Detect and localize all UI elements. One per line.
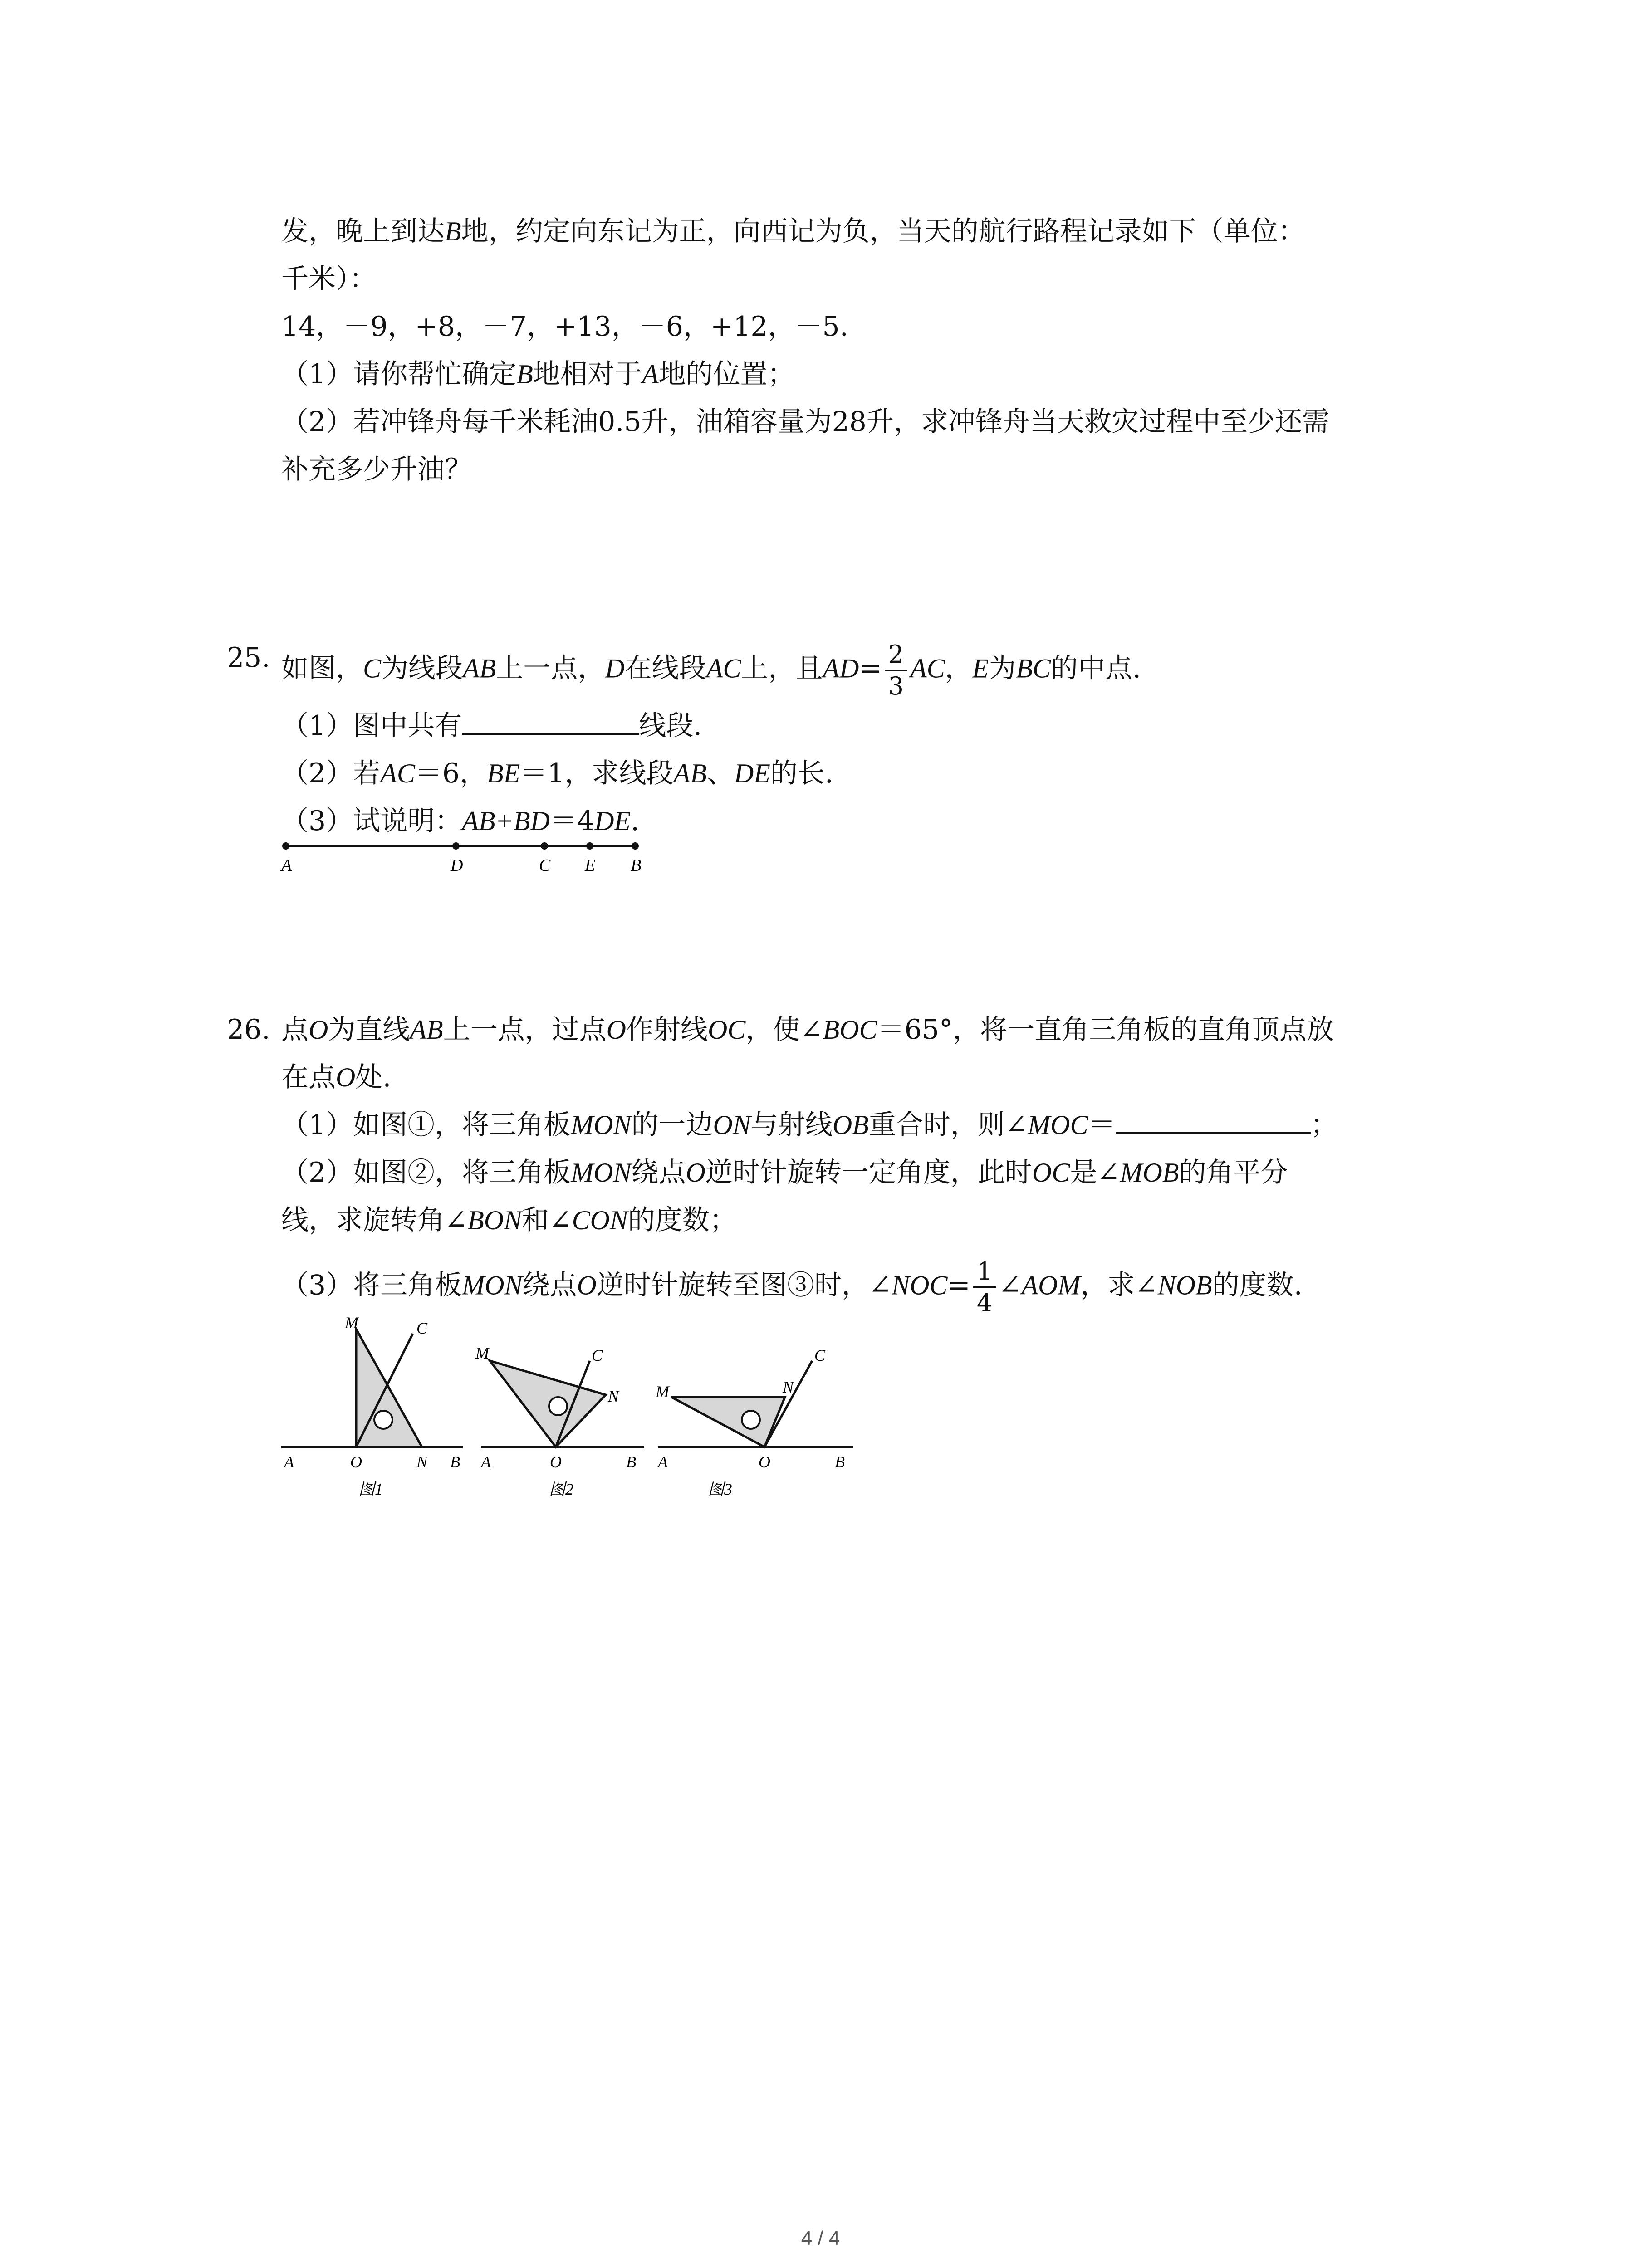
q26-part2b (281, 1202, 737, 1238)
triangle-mon (490, 1361, 606, 1447)
point-b (632, 842, 639, 850)
var: AOM (1021, 1270, 1081, 1300)
label-b: B (631, 856, 642, 875)
caption-fig2: 图2 (549, 1480, 574, 1498)
q24-text: （1）请你帮忙确定 (281, 358, 517, 390)
label-d: D (451, 856, 463, 875)
q26-text: ＝65°，将一直角三角板的直角顶点放 (877, 1014, 1334, 1046)
var: BOC (823, 1015, 877, 1045)
q26-figure-1 (272, 1311, 472, 1501)
label-a: A (481, 1453, 491, 1471)
point-a (282, 842, 289, 850)
q24-part1 (281, 356, 795, 392)
q25-text: （1）图中共有 (281, 710, 462, 742)
var-a: A (642, 359, 659, 389)
label-c: C (592, 1346, 603, 1364)
q25-part1 (281, 708, 702, 744)
triangle-hole (549, 1397, 567, 1415)
q26-text: ＝ (1088, 1109, 1116, 1141)
denominator: 4 (976, 1289, 993, 1317)
q26-text: （3）将三角板 (281, 1269, 462, 1301)
triangle-hole (742, 1411, 760, 1429)
var: NOB (1157, 1270, 1212, 1300)
q26-text: 线，求旋转角∠ (281, 1204, 468, 1236)
q26-text: 的角平分 (1179, 1157, 1288, 1188)
label-n: N (783, 1378, 794, 1396)
label-o: O (550, 1453, 562, 1471)
label-b: B (835, 1453, 845, 1471)
q26-text: 在点 (281, 1061, 336, 1093)
q26-text: = (947, 1269, 970, 1301)
label-b: B (450, 1453, 460, 1471)
var: O (309, 1015, 328, 1045)
var: OB (832, 1110, 869, 1140)
q26-part3 (281, 1256, 1303, 1318)
q26-text: （1）如图①，将三角板 (281, 1109, 571, 1141)
q25-text: 上一点， (496, 652, 605, 684)
var: AC (706, 653, 741, 684)
var: AD (823, 653, 859, 684)
q25-text: （3）试说明： (281, 805, 462, 837)
q26-stem1 (281, 1012, 1334, 1048)
q26-text: ，使∠ (745, 1014, 823, 1046)
label-a: A (284, 1453, 294, 1471)
q24-text: 地相对于 (533, 358, 642, 390)
q26-number: 26. (227, 1014, 270, 1046)
point-d (452, 842, 460, 850)
var: C (363, 653, 382, 684)
q26-text: 重合时，则∠ (868, 1109, 1028, 1141)
q24-part2: （2）若冲锋舟每千米耗油0.5升，油箱容量为28升，求冲锋舟当天救灾过程中至少还需 (281, 406, 1329, 438)
page-number: 4 / 4 (801, 2227, 840, 2249)
q26-part1 (281, 1107, 1338, 1143)
q26-text: 处. (355, 1061, 392, 1093)
var: AB (410, 1015, 443, 1045)
q25-text: 为线段 (381, 652, 463, 684)
q25-text: 如图， (281, 652, 363, 684)
label-m: M (475, 1344, 489, 1362)
var: MOC (1028, 1110, 1088, 1140)
q26-text: （2）如图②，将三角板 (281, 1157, 571, 1188)
q24-text: 发，晚上到达 (281, 215, 445, 247)
label-n: N (608, 1387, 619, 1405)
q26-text: 是∠ (1070, 1157, 1120, 1188)
label-m: M (345, 1314, 358, 1332)
q25-number: 25. (227, 642, 270, 674)
q26-text: 的一边 (631, 1109, 713, 1141)
var: D (605, 653, 625, 684)
q26-text: 与射线 (750, 1109, 833, 1141)
var: MON (462, 1270, 523, 1300)
q25-text: 线段. (639, 710, 702, 742)
var: NOC (892, 1270, 948, 1300)
var: BON (467, 1205, 522, 1235)
denominator: 3 (888, 672, 904, 700)
var: CON (572, 1205, 628, 1235)
q25-text: 、 (706, 758, 734, 789)
q25-text: . (631, 805, 640, 837)
q25-part2 (281, 755, 833, 792)
var: O (606, 1015, 626, 1045)
q26-text: 的度数； (627, 1204, 737, 1236)
label-m: M (656, 1383, 669, 1401)
q25-text: ， (945, 652, 972, 684)
q25-text: （2）若 (281, 758, 381, 789)
q24-line1 (281, 213, 1305, 249)
q25-segment-figure (272, 830, 658, 880)
answer-blank[interactable] (462, 708, 639, 735)
label-c: C (416, 1319, 428, 1337)
label-b: B (626, 1453, 636, 1471)
label-e: E (585, 856, 596, 875)
caption-fig1: 图1 (358, 1480, 383, 1498)
q26-text: 绕点 (631, 1157, 686, 1188)
q26-text: 逆时针旋转一定角度，此时 (705, 1157, 1032, 1188)
q26-figure-2 (472, 1311, 653, 1501)
var: OC (708, 1015, 746, 1045)
var: AB (463, 653, 496, 684)
var: AC (910, 653, 945, 684)
q26-text: 点 (281, 1014, 309, 1046)
fraction-one-quarter (973, 1256, 996, 1318)
label-c: C (814, 1346, 826, 1364)
point-e (586, 842, 593, 850)
label-o: O (350, 1453, 362, 1471)
q26-text: 上一点，过点 (443, 1014, 607, 1046)
q26-text: 逆时针旋转至图③时，∠ (596, 1269, 892, 1301)
q26-text: 和∠ (522, 1204, 572, 1236)
var: DE (594, 806, 631, 836)
fraction-two-thirds (885, 640, 907, 701)
triangle-hole (374, 1411, 392, 1429)
q26-text: ； (1310, 1109, 1338, 1141)
q26-stem2 (281, 1059, 391, 1095)
q26-text: 的度数. (1212, 1269, 1303, 1301)
q25-text: 的中点. (1050, 652, 1141, 684)
var: O (577, 1270, 597, 1300)
var: O (336, 1062, 356, 1092)
var-b: B (445, 216, 461, 246)
var: OC (1032, 1158, 1070, 1188)
q25-text: 上，且 (741, 652, 823, 684)
var: DE (734, 758, 770, 788)
var: MON (571, 1110, 632, 1140)
var: ON (713, 1110, 751, 1140)
q26-text: ，求∠ (1080, 1269, 1158, 1301)
q24-text: 地，约定向东记为正，向西记为负，当天的航行路程记录如下（单位： (461, 215, 1305, 247)
var: AB (673, 758, 707, 788)
q24-text: 地的位置； (658, 358, 795, 390)
q24-line2: 千米）： (281, 263, 377, 295)
q26-text: 作射线 (626, 1014, 708, 1046)
point-c (541, 842, 548, 850)
label-c: C (539, 856, 551, 875)
q26-part2a (281, 1154, 1288, 1191)
q26-text: 为直线 (328, 1014, 410, 1046)
var: BC (1016, 653, 1051, 684)
numerator: 1 (973, 1256, 996, 1288)
label-o: O (759, 1453, 770, 1471)
q25-text: ＝6， (415, 758, 487, 789)
q26-figure-3 (653, 1311, 862, 1501)
q25-stem (281, 640, 1141, 701)
caption-fig3: 图3 (708, 1480, 733, 1498)
q25-text: ＝1，求线段 (520, 758, 674, 789)
label-a: A (281, 856, 292, 875)
var: BE (487, 758, 520, 788)
var: O (686, 1158, 705, 1188)
q25-text: 在线段 (624, 652, 706, 684)
q24-data: 14，－9，+8，－7，+13，－6，+12，－5. (281, 311, 848, 342)
q26-text: ∠ (999, 1269, 1022, 1301)
label-n: N (416, 1453, 428, 1471)
q25-text: = (859, 652, 882, 684)
var: MON (571, 1158, 632, 1188)
var: MOB (1120, 1158, 1179, 1188)
var: AC (380, 758, 415, 788)
var: AB+BD (462, 806, 550, 836)
answer-blank[interactable] (1116, 1107, 1311, 1134)
q24-part2b: 补充多少升油？ (281, 454, 472, 485)
var-b: B (516, 359, 533, 389)
q25-text: 为 (989, 652, 1016, 684)
var: E (972, 653, 989, 684)
q25-text: 的长. (770, 758, 833, 789)
q26-text: 绕点 (522, 1269, 577, 1301)
label-a: A (658, 1453, 668, 1471)
numerator: 2 (885, 640, 907, 671)
q25-text: ＝4 (549, 805, 595, 837)
